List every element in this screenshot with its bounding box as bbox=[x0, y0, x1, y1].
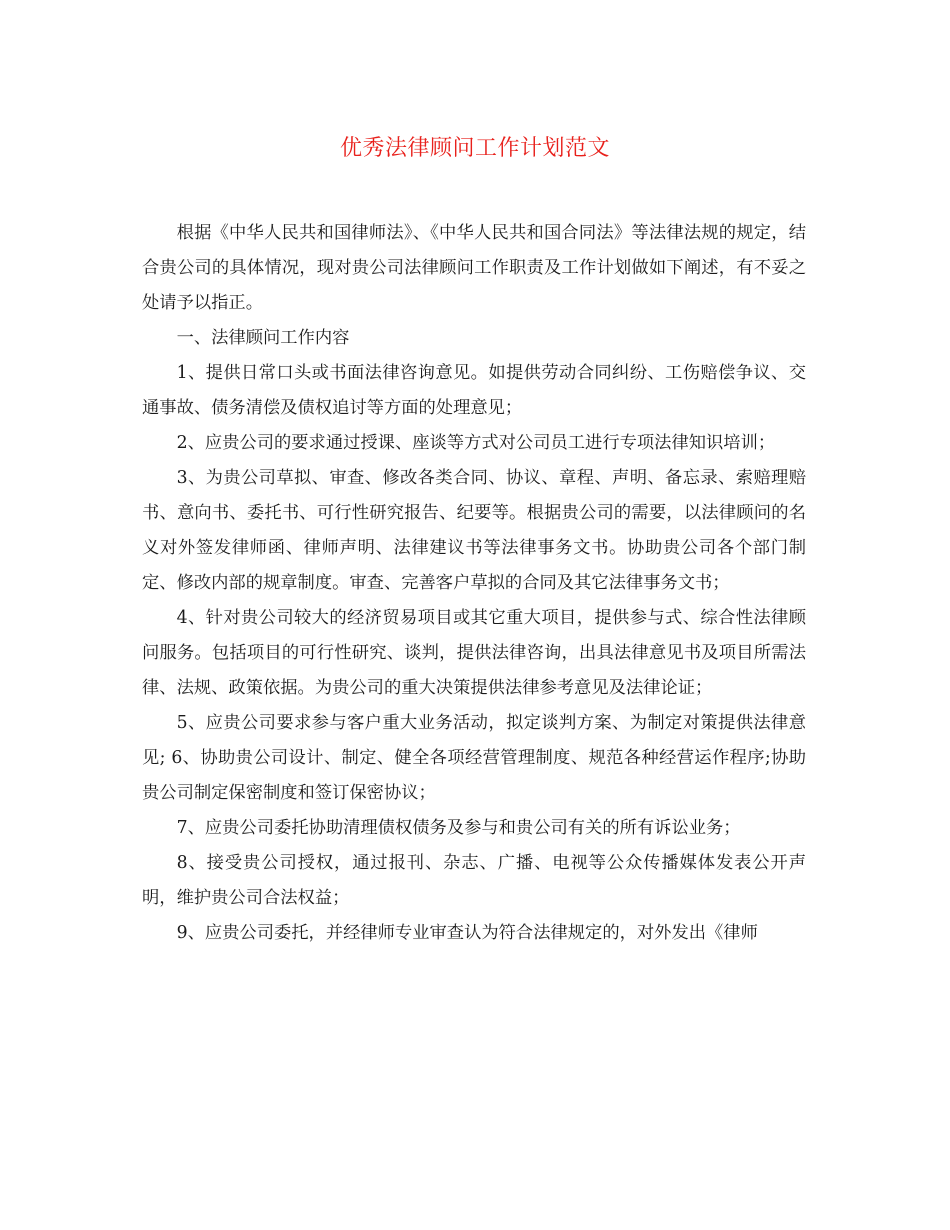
list-item: 8、接受贵公司授权，通过报刊、杂志、广播、电视等公众传播媒体发表公开声明，维护贵公司合法权益； bbox=[142, 853, 806, 908]
list-item: 5、应贵公司要求参与客户重大业务活动，拟定谈判方案、为制定对策提供法律意见; 6、协助贵公司设计、制定、健全各项经营管理制度、规范各种经营运作程序;协助贵公司制定保密制度和签订保密协议； bbox=[142, 713, 806, 803]
paragraph-intro: 根据《中华人民共和国律师法》、《中华人民共和国合同法》等法律法规的规定，结合贵公司的具体情况，现对贵公司法律顾问工作职责及工作计划做如下阐述，有不妥之处请予以指正。 bbox=[142, 223, 806, 313]
list-item: 1、提供日常口头或书面法律咨询意见。如提供劳动合同纠纷、工伤赔偿争议、交通事故、债务清偿及债权追讨等方面的处理意见； bbox=[142, 363, 806, 418]
list-item: 3、为贵公司草拟、审查、修改各类合同、协议、章程、声明、备忘录、索赔理赔书、意向书、委托书、可行性研究报告、纪要等。根据贵公司的需要，以法律顾问的名义对外签发律师函、律师声明、法律建议书等法律事务文书。协助贵公司各个部门制定、修改内部的规章制度。审查、完善客户草拟的合同及其它法律事务文书； bbox=[142, 468, 806, 593]
section-heading: 一、法律顾问工作内容 bbox=[176, 328, 350, 348]
list-item: 2、应贵公司的要求通过授课、座谈等方式对公司员工进行专项法律知识培训； bbox=[176, 433, 776, 453]
list-item: 7、应贵公司委托协助清理债权债务及参与和贵公司有关的所有诉讼业务； bbox=[176, 818, 741, 838]
document-body bbox=[142, 216, 806, 951]
document-title: 优秀法律顾问工作计划范文 bbox=[339, 136, 610, 161]
list-item: 4、针对贵公司较大的经济贸易项目或其它重大项目，提供参与式、综合性法律顾问服务。包括项目的可行性研究、谈判，提供法律咨询，出具法律意见书及项目所需法律、法规、政策依据。为贵公司的重大决策提供法律参考意见及法律论证； bbox=[142, 608, 806, 698]
list-item: 9、应贵公司委托，并经律师专业审查认为符合法律规定的，对外发出《律师 bbox=[176, 923, 758, 943]
